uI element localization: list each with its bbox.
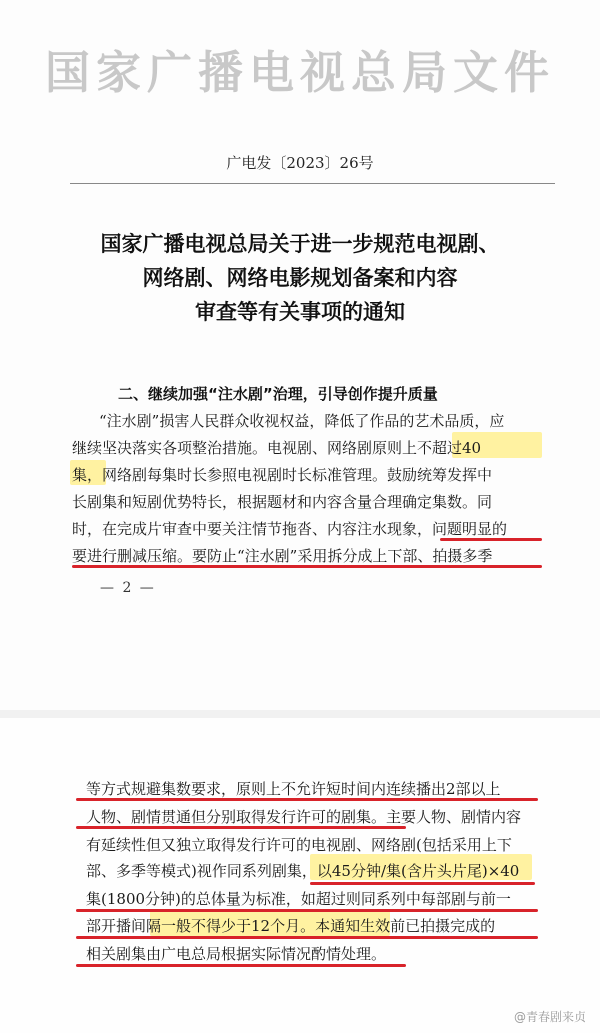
body-line: 长剧集和短剧优势特长，根据题材和内容含量合理确定集数。同	[72, 493, 493, 511]
watermark: @青春剧来贞	[513, 1010, 586, 1024]
underline-mark	[72, 565, 542, 568]
section-heading: 二、继续加强“注水剧”治理，引导创作提升质量	[118, 385, 438, 403]
body-line: 有延续性但又独立取得发行许可的电视剧、网络剧(包括采用上下	[86, 836, 512, 854]
body-line: 集(1800分钟)的总体量为标准，如超过则同系列中每部剧与前一	[86, 890, 511, 908]
underline-mark	[76, 826, 406, 829]
title-line-3: 审查等有关事项的通知	[195, 300, 405, 324]
body-line: 继续坚决落实各项整治措施。电视剧、网络剧原则上不超过40	[72, 439, 482, 457]
page-number: — 2 —	[100, 580, 156, 596]
body-line: 时，在完成片审查中要关注情节拖沓、内容注水现象，问题明显的	[72, 520, 508, 538]
body-line: 相关剧集由广电总局根据实际情况酌情处理。	[86, 945, 387, 963]
title-line-2: 网络剧、网络电影规划备案和内容	[142, 266, 458, 290]
document-page-2	[0, 718, 600, 1033]
body-line: 部、多季等模式)视作同系列剧集，以45分钟/集(含片头片尾)×40	[86, 862, 520, 880]
body-line: 人物、剧情贯通但分别取得发行许可的剧集。主要人物、剧情内容	[86, 808, 522, 826]
body-line: 部开播间隔一般不得少于12个月。本通知生效前已拍摄完成的	[86, 917, 496, 935]
underline-mark	[76, 964, 406, 967]
page-separator	[0, 710, 600, 718]
title-line-1: 国家广播电视总局关于进一步规范电视剧、	[100, 232, 500, 256]
underline-mark	[76, 909, 538, 912]
underline-mark	[440, 538, 542, 541]
body-line: 要进行删减压缩。要防止“注水剧”采用拆分成上下部、拍摄多季	[72, 547, 493, 565]
underline-mark	[310, 882, 535, 885]
body-line: “注水剧”损害人民群众收视权益，降低了作品的艺术品质，应	[99, 412, 505, 430]
body-line: 等方式规避集数要求，原则上不允许短时间内连续播出2部以上	[86, 780, 501, 798]
underline-mark	[76, 936, 538, 939]
body-line: 集，网络剧每集时长参照电视剧时长标准管理。鼓励统筹发挥中	[72, 466, 493, 484]
underline-mark	[76, 798, 538, 801]
masthead: 国家广播电视总局文件	[44, 46, 555, 99]
header-divider	[70, 183, 555, 184]
document-number: 广电发〔2023〕26号	[226, 154, 374, 172]
